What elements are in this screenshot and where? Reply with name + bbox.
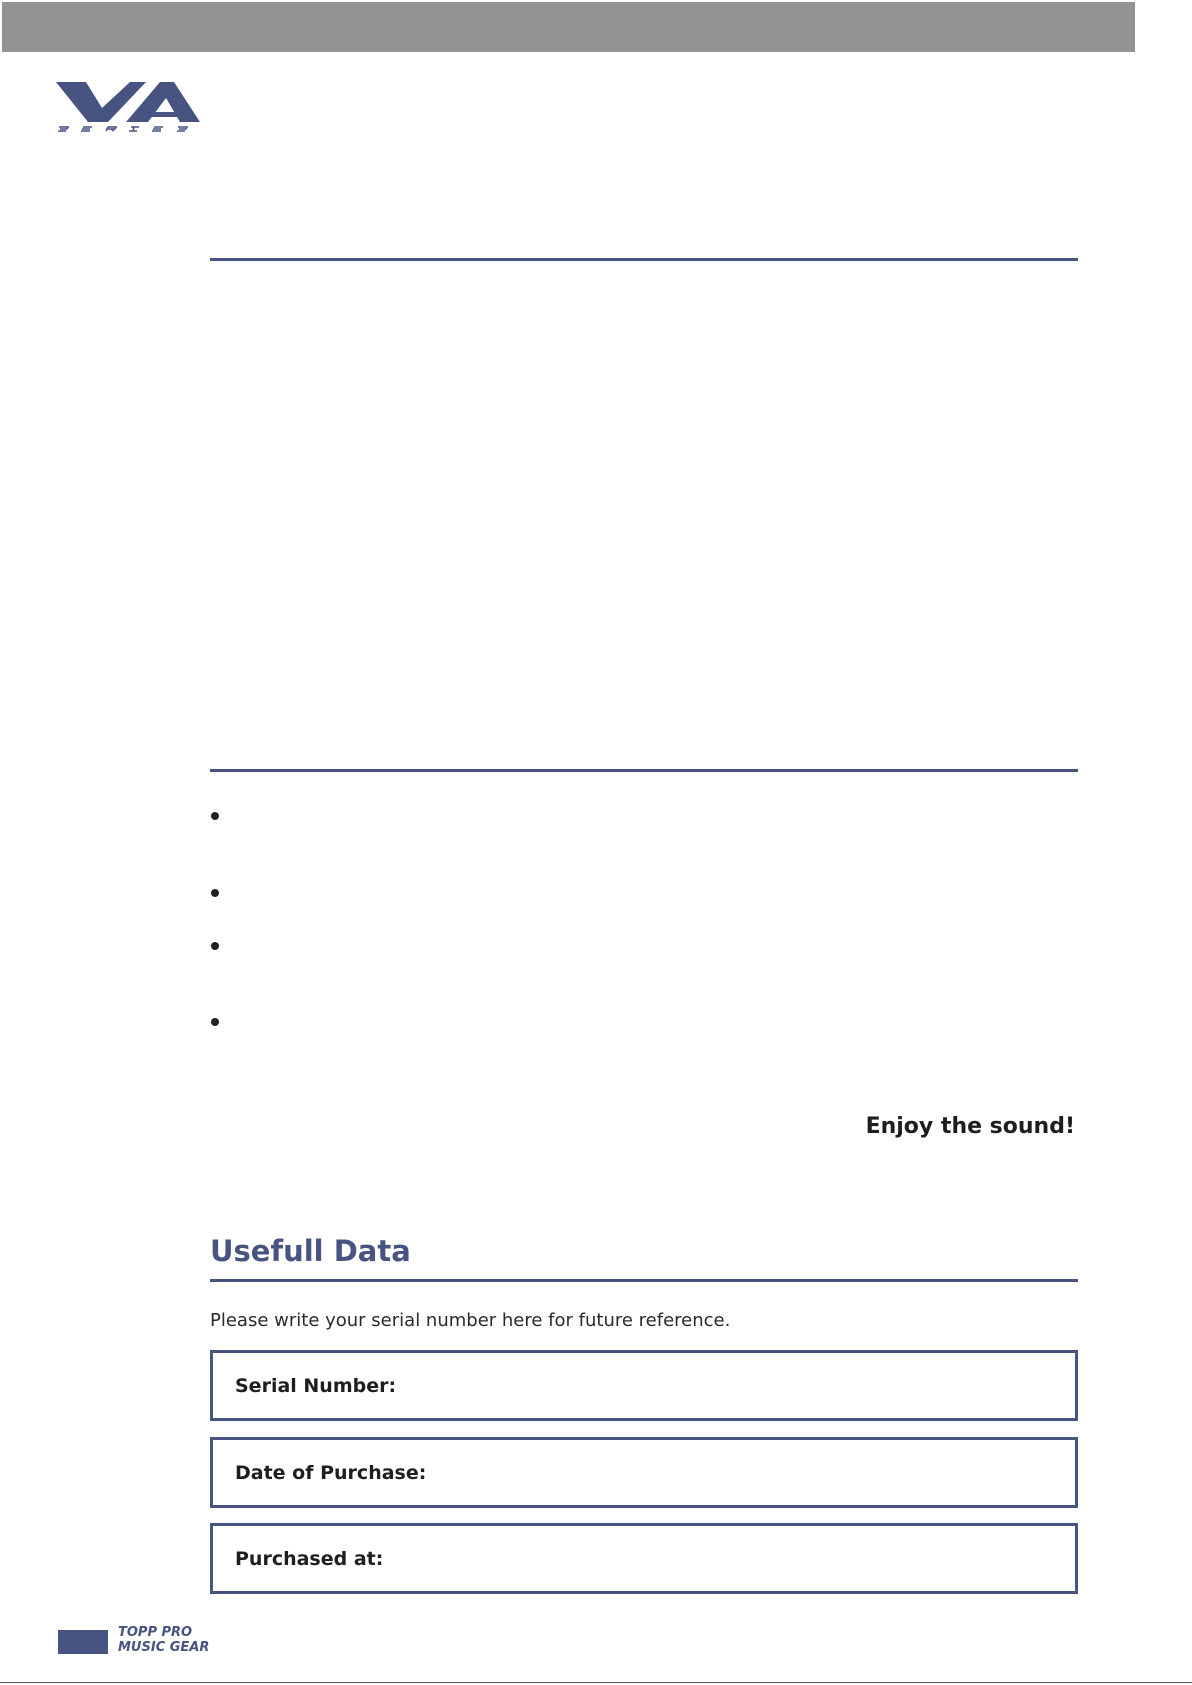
bullet-point — [211, 812, 219, 820]
header-bar — [2, 2, 1135, 52]
useful-data-divider — [210, 1279, 1078, 1282]
useful-data-title: Usefull Data — [210, 1234, 411, 1268]
bullet-point — [211, 1018, 219, 1026]
date-of-purchase-input[interactable] — [426, 1440, 1075, 1505]
section-divider-middle — [210, 769, 1078, 772]
footer-brand-line1: TOPP PRO — [118, 1625, 193, 1640]
bottom-border — [0, 1682, 1192, 1683]
footer-brand-logo — [118, 1625, 209, 1655]
closing-message: Enjoy the sound! — [865, 1114, 1075, 1139]
serial-number-label: Serial Number: — [235, 1374, 397, 1397]
purchased-at-input[interactable] — [383, 1526, 1075, 1591]
va-logo-icon — [56, 78, 203, 134]
footer-color-block — [58, 1630, 108, 1654]
va-series-logo — [56, 78, 203, 134]
bullet-point — [211, 889, 219, 897]
section-divider-top — [210, 258, 1078, 261]
serial-number-field — [210, 1350, 1078, 1421]
date-of-purchase-label: Date of Purchase: — [235, 1461, 427, 1484]
bullet-point — [211, 942, 219, 950]
purchased-at-field — [210, 1523, 1078, 1594]
serial-instruction: Please write your serial number here for future reference. — [210, 1310, 731, 1331]
footer-brand-line2: MUSIC GEAR — [118, 1640, 210, 1655]
date-of-purchase-field — [210, 1437, 1078, 1508]
purchased-at-label: Purchased at: — [235, 1547, 384, 1570]
serial-number-input[interactable] — [396, 1353, 1075, 1418]
